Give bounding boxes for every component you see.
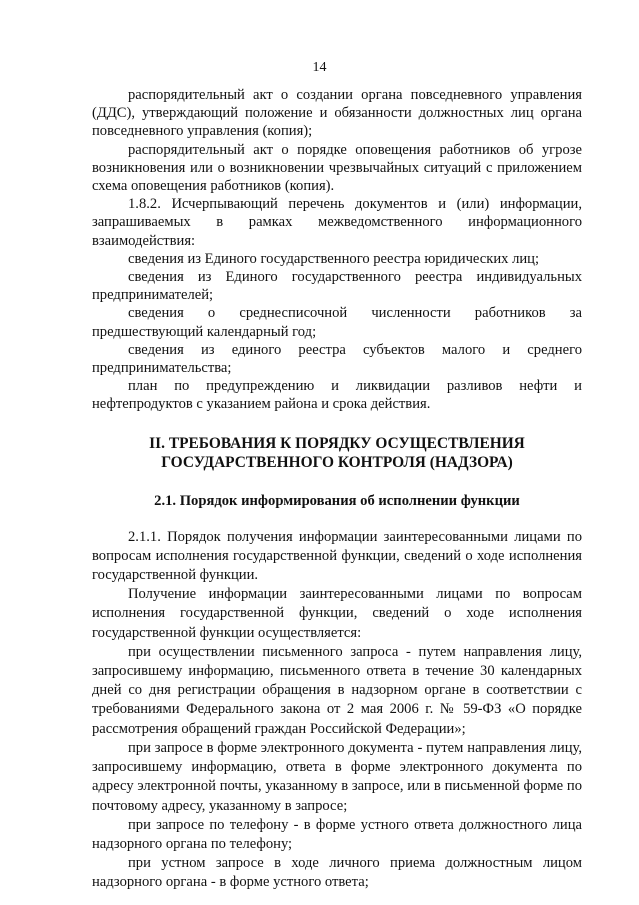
section-heading-line2: ГОСУДАРСТВЕННОГО КОНТРОЛЯ (НАДЗОРА) [161,454,513,472]
paragraph: при устном запросе в ходе личного приема должностным лицом надзорного органа - в форме устного ответа; [92,855,582,891]
paragraph: сведения из Единого государственного реестра индивидуальных предпринимателей; [92,269,582,304]
paragraph: 1.8.2. Исчерпывающий перечень документов и (или) информации, запрашиваемых в рамках межведомственного информационного взаимодействия: [92,196,582,249]
paragraph: сведения о среднесписочной численности работников за предшествующий календарный год; [92,305,582,340]
paragraph: Получение информации заинтересованными лицами по вопросам исполнения государственной функции, сведений о ходе исполнения государственной функции осуществляется: [92,586,582,641]
page-content [92,86,582,893]
section-heading [92,434,582,473]
page-number: 14 [312,60,327,75]
paragraph: при запросе в форме электронного документа - путем направления лицу, запросившему информацию, ответа в форме электронного документа по адресу электронной почты, указанному в запросе, или в письменной форме по почтовому адресу, указанному в запросе; [92,739,582,814]
paragraph: распорядительный акт о порядке оповещения работников об угрозе возникновения или о возникновении чрезвычайных ситуаций с приложением схема оповещения работников (копия). [92,141,582,195]
paragraph: распорядительный акт о создании органа повседневного управления (ДДС), утверждающий положение и обязанности должностных лиц органа повседневного управления (копия); [92,87,582,140]
paragraph: при осуществлении письменного запроса - путем направления лицу, запросившему информацию, письменного ответа в течение 30 календарных дней со дня регистрации обращения в надзорном органе в соответствии с требованиями Федерального закона от 2 мая 2006 г. № 59-ФЗ «О порядке рассмотрения обращений граждан Российской Федерации»; [92,643,582,737]
paragraph: план по предупреждению и ликвидации разливов нефти и нефтепродуктов с указанием района и срока действия. [92,378,582,413]
paragraph: сведения из единого реестра субъектов малого и среднего предпринимательства; [92,341,582,377]
paragraph: 2.1.1. Порядок получения информации заинтересованными лицами по вопросам исполнения государственной функции, сведений о ходе исполнения государственной функции. [92,528,582,584]
paragraph: сведения из Единого государственного реестра юридических лиц; [128,250,540,267]
subsection-heading: 2.1. Порядок информирования об исполнении функции [154,492,520,509]
section-heading-line1: II. ТРЕБОВАНИЯ К ПОРЯДКУ ОСУЩЕСТВЛЕНИЯ [149,434,525,452]
paragraph: при запросе по телефону - в форме устного ответа должностного лица надзорного органа по телефону; [92,816,582,852]
